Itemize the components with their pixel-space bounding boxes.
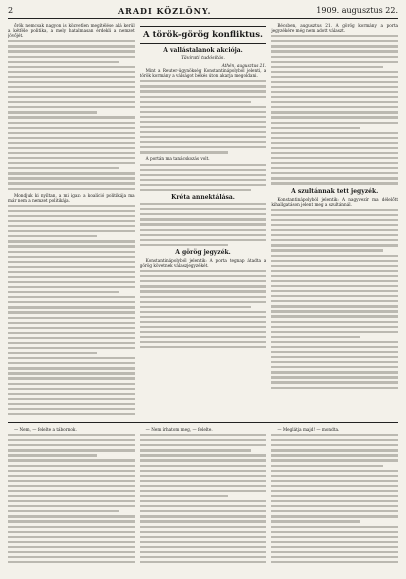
paragraph: Bécsben, augusztus 21. A görög kormány a porta jegyzékére még nem adott választ. (271, 23, 399, 34)
illegible-text (271, 434, 398, 563)
illegible-text (8, 434, 135, 563)
paragraph: Konstantinápolyból jelentik: A nagyvezír ma délelőtt kihallgatáson jelent meg a szultánnál. (271, 196, 399, 207)
illegible-text (8, 205, 135, 418)
divider (140, 43, 267, 44)
illegible-text (140, 203, 267, 246)
lower-column-3 (271, 427, 398, 579)
masthead (8, 6, 398, 19)
illegible-text (140, 164, 267, 192)
issue-date: 1909. augusztus 22. (316, 6, 398, 15)
paragraph: — Meglátja majd! — mondta. (277, 427, 340, 432)
paragraph: Konstantinápolyból jelentik: A porta tegnap átadta a görög követnek válaszjegyzékét. (139, 257, 267, 269)
byline: Távirati tudósítás. (181, 56, 225, 61)
divider (140, 26, 267, 27)
illegible-text (271, 209, 398, 389)
paragraph: A portán ma tanácskozás volt. (145, 156, 210, 162)
column-1 (8, 23, 135, 418)
lower-column-1 (8, 427, 135, 579)
paragraph: őrök nemcsak nagyon is közvetlen megítélése alá kerül a kétféle politika, a mely hatalmasan érdekli a nemzet jövőjét. (8, 23, 135, 39)
illegible-text (140, 80, 267, 153)
lower-columns (8, 422, 398, 579)
paragraph: Mondjuk ki nyíltan, a mi igaz: a koalíció politikája ma már nem a nemzet politikája. (8, 192, 135, 203)
upper-columns (8, 23, 398, 418)
headline: A török-görög konfliktus. (143, 30, 263, 40)
section-heading: Kréta annektálása. (171, 194, 235, 202)
section-heading: A szultánnak tett jegyzék. (291, 187, 379, 195)
paper-name: ARADI KÖZLÖNY. (117, 6, 212, 16)
paragraph: — Nem, — felelte a tábornok. (14, 427, 77, 432)
paragraph: Mint a Reuter-ügynökség Konstantinápolyból jelenti, a török kormány a válságot békés úton akarja megoldani. (139, 68, 267, 79)
illegible-text (271, 35, 398, 184)
page-number: 2 (8, 6, 14, 15)
section-heading: A görög jegyzék. (175, 248, 231, 256)
illegible-text (140, 270, 267, 348)
subheadline: A vallástalanok akciója. (163, 47, 243, 54)
dateline: Athén, augusztus 21. (221, 63, 267, 68)
paragraph: — Nem írhatom meg, — felelte. (145, 427, 213, 432)
illegible-text (8, 40, 135, 189)
illegible-text (140, 434, 267, 563)
lower-column-2 (140, 427, 267, 579)
column-2 (140, 23, 267, 418)
column-3 (271, 23, 398, 418)
